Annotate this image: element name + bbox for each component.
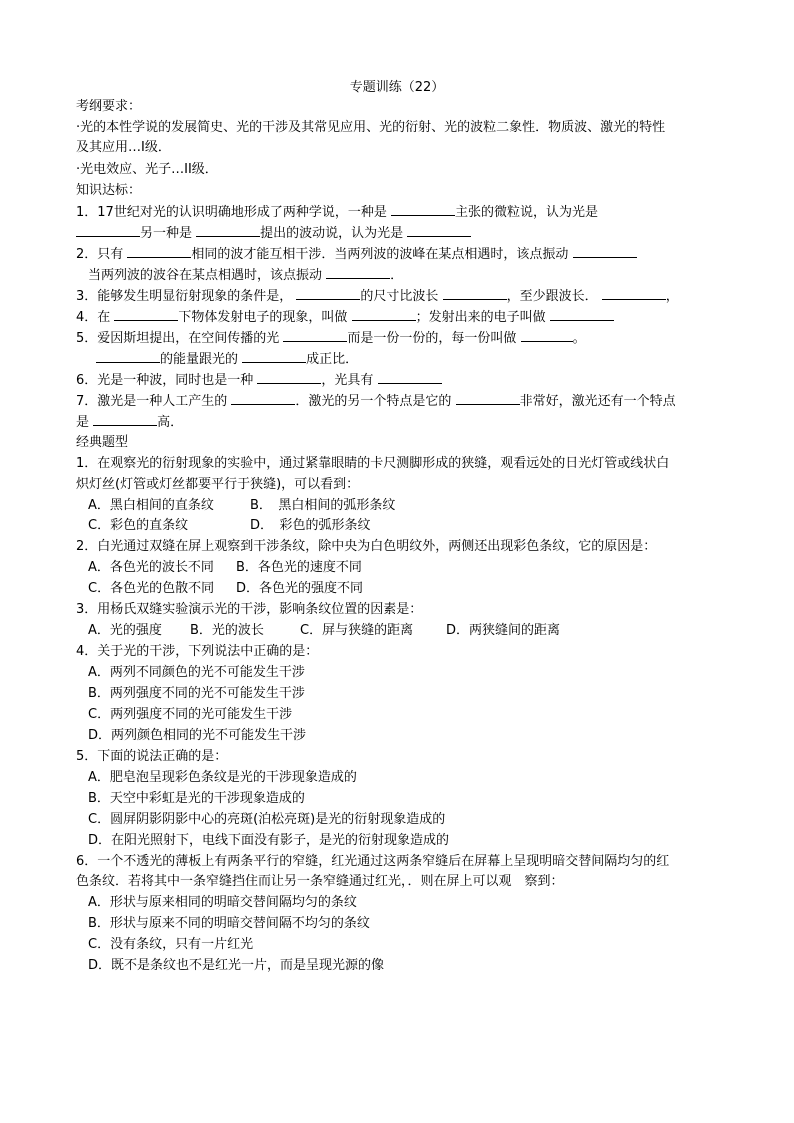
problem-4-option-b[interactable]: B．两列强度不同的光不可能发生干涉 [88,686,305,701]
knowledge-q7-cont: 是 高． [76,415,184,430]
problem-3-option-c[interactable]: C．屏与狭缝的距离 [300,623,414,638]
problem-2-option-d[interactable]: D．各色光的强度不同 [236,581,364,596]
problem-4: 4．关于光的干涉，下列说法中正确的是： [76,644,319,659]
problem-5-option-a[interactable]: A．肥皂泡呈现彩色条纹是光的干涉现象造成的 [88,770,357,785]
problem-3-option-d[interactable]: D．两狭缝间的距离 [446,623,561,638]
problem-6-option-d[interactable]: D．既不是条纹也不是红光一片，而是呈现光源的像 [88,958,385,973]
answer-blank[interactable] [407,224,471,237]
answer-blank[interactable] [391,203,455,216]
knowledge-q4: 4．在 下物体发射电子的现象，叫做 ；发射出来的电子叫做 [76,308,614,327]
problem-3-option-b[interactable]: B．光的波长 [190,623,264,638]
knowledge-q3: 3．能够发生明显衍射现象的条件是， 的尺寸比波长 ，至少跟波长． ， [76,289,679,304]
knowledge-q2: 2．只有 相同的波才能互相干涉．当两列波的波峰在某点相遇时，该点振动 [76,245,637,264]
problem-1-option-d[interactable]: D． 彩色的弧形条纹 [250,518,371,533]
problem-1-option-c[interactable]: C．彩色的直条纹 [88,518,189,533]
knowledge-q6: 6．光是一种波，同时也是一种 ，光具有 [76,371,442,390]
syllabus-item-2: ·光电效应、光子…II级． [76,162,218,177]
problem-6-option-b[interactable]: B．形状与原来不同的明暗交替间隔不均匀的条纹 [88,916,370,931]
answer-blank[interactable] [352,308,416,321]
answer-blank[interactable] [326,266,390,279]
knowledge-q1: 1．17世纪对光的认识明确地形成了两种学说，一种是 主张的微粒说，认为光是 [76,205,598,220]
syllabus-item-1-cont: 及其应用…I级． [76,140,171,155]
problem-5-option-d[interactable]: D．在阳光照射下，电线下面没有影子，是光的衍射现象造成的 [88,833,450,848]
answer-blank[interactable] [114,308,178,321]
answer-blank[interactable] [76,224,140,237]
problem-6-cont: 色条纹．若将其中一条窄缝挡住而让另一条窄缝通过红光，．则在屏上可以观 察到： [76,874,564,889]
answer-blank[interactable] [96,350,160,363]
problem-2-option-c[interactable]: C．各色光的色散不同 [88,581,215,596]
problem-5-option-c[interactable]: C．圆屏阴影阴影中心的亮斑(泊松亮斑)是光的衍射现象造成的 [88,812,446,827]
problem-4-option-c[interactable]: C．两列强度不同的光可能发生干涉 [88,707,293,722]
problem-4-option-a[interactable]: A．两列不同颜色的光不可能发生干涉 [88,665,305,680]
problem-6-option-a[interactable]: A．形状与原来相同的明暗交替间隔均匀的条纹 [88,895,357,910]
problem-4-option-d[interactable]: D．两列颜色相同的光不可能发生干涉 [88,728,307,743]
problem-5-option-b[interactable]: B．天空中彩虹是光的干涉现象造成的 [88,791,305,806]
answer-blank[interactable] [602,287,666,300]
answer-blank[interactable] [231,392,295,405]
answer-blank[interactable] [456,392,520,405]
problem-2: 2．白光通过双缝在屏上观察到干涉条纹，除中央为白色明纹外，两侧还出现彩色条纹，它的原因是： [76,539,657,554]
knowledge-q5: 5．爱因斯坦提出，在空间传播的光 而是一份一份的，每一份叫做 。 [76,331,586,346]
answer-blank[interactable] [378,371,442,384]
problem-1-option-a[interactable]: A．黑白相间的直条纹 [88,498,214,513]
answer-blank[interactable] [257,371,321,384]
answer-blank[interactable] [196,224,260,237]
problem-1-cont: 炽灯丝(灯管或灯丝都要平行于狭缝)，可以看到： [76,477,360,492]
knowledge-q1-cont: 另一种是 提出的波动说，认为光是 [76,224,471,243]
problem-5: 5．下面的说法正确的是： [76,749,228,764]
answer-blank[interactable] [550,308,614,321]
answer-blank[interactable] [296,287,360,300]
knowledge-heading: 知识达标： [76,183,142,198]
answer-blank[interactable] [443,287,507,300]
answer-blank[interactable] [283,329,347,342]
problem-6-option-c[interactable]: C．没有条纹，只有一片红光 [88,937,254,952]
answer-blank[interactable] [573,245,637,258]
problem-1: 1．在观察光的衍射现象的实验中，通过紧靠眼睛的卡尺测脚形成的狭缝，观看远处的日光灯管或线状白 [76,456,670,471]
problem-3: 3．用杨氏双缝实验演示光的干涉，影响条纹位置的因素是： [76,602,423,617]
problem-3-option-a[interactable]: A．光的强度 [88,623,162,638]
knowledge-q2-cont: 当两列波的波谷在某点相遇时，该点振动 ． [88,268,404,283]
syllabus-item-1: ·光的本性学说的发展简史、光的干涉及其常见应用、光的衍射、光的波粒二象性．物质波、激光的特性 [76,120,666,135]
classic-heading: 经典题型 [76,435,129,450]
problem-6: 6．一个不透光的薄板上有两条平行的窄缝，红光通过这两条窄缝后在屏幕上呈现明暗交替间隔均匀的红 [76,854,670,869]
problem-1-option-b[interactable]: B． 黑白相间的弧形条纹 [250,498,396,513]
problem-2-option-a[interactable]: A．各色光的波长不同 [88,560,214,575]
knowledge-q7: 7．激光是一种人工产生的 ．激光的另一个特点是它的 非常好，激光还有一个特点 [76,394,676,409]
answer-blank[interactable] [521,329,573,342]
answer-blank[interactable] [93,413,157,426]
problem-2-option-b[interactable]: B．各色光的速度不同 [236,560,362,575]
syllabus-heading: 考纲要求： [76,99,142,114]
answer-blank[interactable] [242,350,306,363]
knowledge-q5-cont: 的能量跟光的 成正比． [96,350,358,369]
answer-blank[interactable] [127,245,191,258]
page-title: 专题训练（22） [349,80,445,95]
